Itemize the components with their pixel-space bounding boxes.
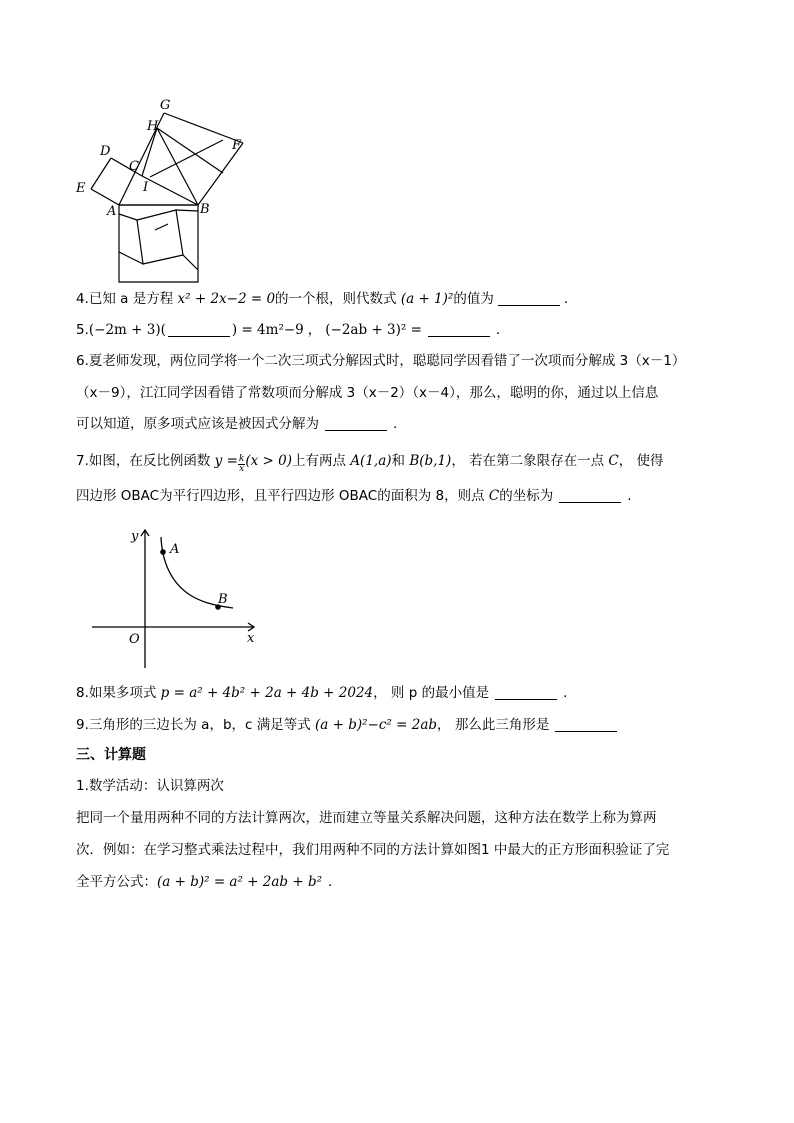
q6-line3-text: 可以知道，原多项式应该是被因式分解为 bbox=[76, 416, 319, 432]
label-G: G bbox=[160, 98, 171, 113]
q8-end: . bbox=[563, 685, 568, 701]
frac-denominator: x bbox=[239, 464, 245, 474]
answer-blank[interactable] bbox=[559, 488, 621, 503]
q4-equation: x² + 2x−2 = 0 bbox=[177, 291, 276, 307]
y-axis-label: y bbox=[131, 529, 139, 544]
question-4 bbox=[76, 288, 568, 310]
q8-mid: ， 则 p 的最小值是 bbox=[373, 685, 490, 701]
q8-prefix: 8.如果多项式 bbox=[76, 685, 161, 701]
q6-end: . bbox=[393, 416, 398, 432]
question-7-line-1 bbox=[76, 450, 664, 472]
answer-blank[interactable] bbox=[495, 685, 557, 700]
answer-blank[interactable] bbox=[168, 322, 230, 337]
question-8 bbox=[76, 682, 567, 704]
q7-condition: (x > 0) bbox=[245, 453, 293, 469]
calc-1-line-1: 把同一个量用两种不同的方法计算两次，进而建立等量关系解决问题，这种方法在数学上称为算两 bbox=[76, 810, 657, 826]
q7-y-eq: y = bbox=[214, 453, 238, 469]
q9-expr: (a + b)²−c² = 2ab bbox=[315, 717, 438, 733]
question-9 bbox=[76, 714, 623, 736]
question-6-line-2: （x－9），江江同学因看错了常数项而分解成 3（x－2）（x－4），那么，聪明的你，通过以上信息 bbox=[76, 385, 659, 401]
q5-expr-3: (−2ab + 3)² = bbox=[325, 322, 422, 338]
label-H: H bbox=[147, 119, 159, 134]
geometry-figure bbox=[70, 92, 250, 288]
label-F: F bbox=[232, 138, 242, 153]
q7-point-c: C bbox=[608, 453, 619, 469]
q7-line2b: 的坐标为 bbox=[499, 488, 554, 504]
section-title: 三、计算题 bbox=[76, 747, 146, 763]
answer-blank[interactable] bbox=[325, 416, 387, 431]
q7-and: 和 bbox=[391, 453, 410, 469]
coordinate-figure bbox=[88, 522, 268, 672]
question-7-line-2 bbox=[76, 485, 632, 507]
label-A: A bbox=[107, 204, 117, 219]
label-E: E bbox=[76, 181, 86, 196]
label-C: C bbox=[129, 159, 139, 174]
point-a-label: A bbox=[170, 542, 180, 557]
q5-end: . bbox=[495, 322, 501, 338]
q7-end: . bbox=[627, 488, 632, 504]
q7-mid: 上有两点 bbox=[292, 453, 351, 469]
q7-point-b: B(b,1) bbox=[409, 453, 452, 469]
x-axis-label: x bbox=[247, 631, 255, 646]
question-6-line-3 bbox=[76, 413, 397, 435]
calc1-line3-text: 全平方公式： bbox=[76, 874, 157, 890]
label-B: B bbox=[200, 202, 210, 217]
q4-expr: (a + 1)² bbox=[400, 291, 454, 307]
q9-prefix: 9.三角形的三边长为 a，b，c 满足等式 bbox=[76, 717, 316, 733]
calc-1-line-3 bbox=[76, 871, 332, 893]
q4-prefix: 4.已知 a 是方程 bbox=[76, 291, 178, 307]
calc-1-title: 1.数学活动：认识算两次 bbox=[76, 778, 224, 794]
calc-1-line-2: 次．例如：在学习整式乘法过程中，我们用两种不同的方法计算如图1 中最大的正方形面积验证了完 bbox=[76, 842, 670, 858]
calc1-end: . bbox=[328, 874, 333, 890]
q4-end: . bbox=[563, 291, 569, 307]
q7-prefix: 7.如图，在反比例函数 bbox=[76, 453, 215, 469]
question-6-line-1: 6.夏老师发现，两位同学将一个二次三项式分解因式时，聪聪同学因看错了一次项而分解成 3（x－1） bbox=[76, 353, 686, 369]
label-D: D bbox=[100, 144, 111, 159]
label-I: I bbox=[143, 180, 149, 195]
answer-blank[interactable] bbox=[498, 291, 560, 306]
question-5 bbox=[76, 319, 500, 341]
q5-expr-1: (−2m + 3)( bbox=[88, 322, 166, 338]
q9-mid: ， 那么此三角形是 bbox=[437, 717, 550, 733]
origin-label: O bbox=[129, 632, 140, 647]
answer-blank[interactable] bbox=[555, 717, 617, 732]
calc1-formula: (a + b)² = a² + 2ab + b² bbox=[157, 874, 323, 890]
q7-rest: ， 若在第二象限存在一点 bbox=[451, 453, 609, 469]
q5-separator: ， bbox=[307, 322, 322, 338]
q7-point-c-2: C bbox=[488, 488, 500, 504]
q4-mid: 的一个根，则代数式 bbox=[275, 291, 401, 307]
answer-blank[interactable] bbox=[428, 322, 490, 337]
q8-expr: p = a² + 4b² + 2a + 4b + 2024 bbox=[160, 685, 374, 701]
q5-prefix: 5. bbox=[76, 322, 89, 338]
q5-expr-2: ) = 4m²−9 bbox=[231, 322, 304, 338]
point-b-label: B bbox=[218, 592, 228, 607]
q4-suffix: 的值为 bbox=[453, 291, 494, 307]
q7-line2-text: 四边形 OBAC为平行四边形，且平行四边形 OBAC的面积为 8，则点 bbox=[76, 488, 489, 504]
q7-point-a: A(1,a) bbox=[350, 453, 392, 469]
q7-rest2: ， 使得 bbox=[618, 453, 664, 469]
inner-square bbox=[137, 210, 183, 264]
frac-numerator: k bbox=[238, 454, 245, 464]
bottom-square bbox=[119, 205, 198, 282]
point-a bbox=[160, 549, 166, 555]
